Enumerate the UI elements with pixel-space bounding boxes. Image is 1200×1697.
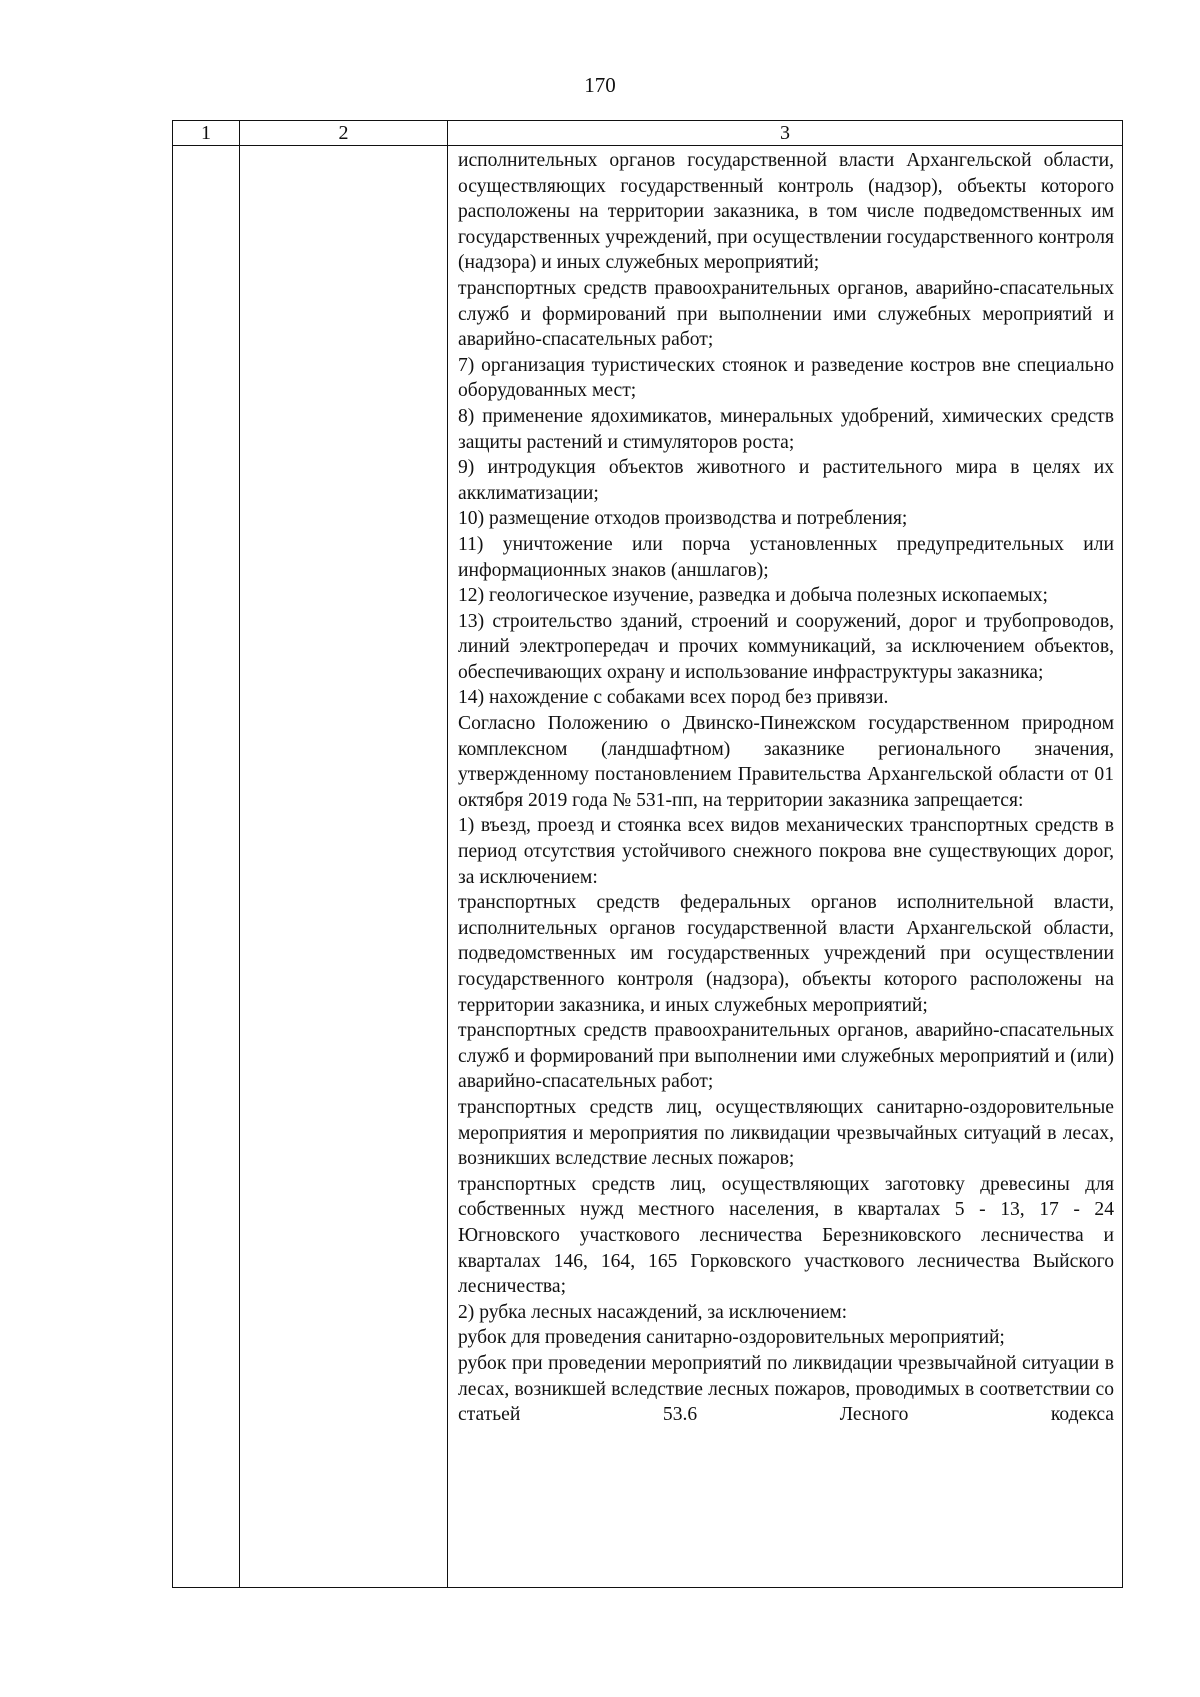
column-3-text (448, 146, 1122, 1428)
column-1-cell (173, 146, 240, 1588)
paragraph: 11) уничтожение или порча установленных предупредительных или информационных знаков (аншлагов); (458, 533, 1114, 581)
paragraph: 9) интродукция объектов животного и растительного мира в целях их акклиматизации; (458, 457, 1114, 504)
paragraph: 12) геологическое изучение, разведка и добыча полезных ископаемых; (458, 585, 1048, 607)
paragraph: транспортных средств правоохранительных органов, аварийно-спасательных служб и формирований при выполнении ими служебных мероприятий и аварийно-спасательных работ; (458, 277, 1114, 351)
paragraph: транспортных средств лиц, осуществляющих заготовку древесины для собственных нужд местного населения, в кварталах 5 - 13, 17 - 24 Югновского участкового лесничества Березниковского лесничества и кварталах 146, 164, 165 Горковского участкового лесничества Выйского лесничества; (458, 1173, 1114, 1298)
paragraph: Согласно Положению о Двинско-Пинежском государственном природном комплексном (ландшафтном) заказнике регионального значения, утвержденному постановлением Правительства Архангельской области от 01 октября 2019 года № 531-пп, на территории заказника запрещается: (458, 713, 1114, 811)
column-3-cell (448, 146, 1123, 1588)
paragraph: транспортных средств лиц, осуществляющих санитарно-оздоровительные мероприятия и мероприятия по ликвидации чрезвычайных ситуаций в лесах, возникших вследствие лесных пожаров; (458, 1096, 1114, 1170)
paragraph: рубок при проведении мероприятий по ликвидации чрезвычайной ситуации в лесах, возникшей вследствие лесных пожаров, проводимых в соответствии со статьей 53.6 Лесного кодекса (458, 1352, 1114, 1426)
paragraph: рубок для проведения санитарно-оздоровительных мероприятий; (458, 1327, 1005, 1349)
table-body-row (173, 146, 1123, 1588)
paragraph: исполнительных органов государственной власти Архангельской области, осуществляющих государственный контроль (надзор), объекты которого расположены на территории заказника, в том числе подведомственных им государственных учреждений, при осуществлении государственного контроля (надзора) и иных служебных мероприятий; (458, 150, 1114, 274)
column-header-1: 1 (173, 121, 240, 146)
paragraph: транспортных средств правоохранительных органов, аварийно-спасательных служб и формирований при выполнении ими служебных мероприятий и (или) аварийно-спасательных работ; (458, 1020, 1114, 1093)
paragraph: 8) применение ядохимикатов, минеральных удобрений, химических средств защиты растений и стимуляторов роста; (458, 405, 1114, 453)
paragraph: 7) организация туристических стоянок и разведение костров вне специально оборудованных мест; (458, 354, 1114, 402)
paragraph: 10) размещение отходов производства и потребления; (458, 508, 908, 530)
paragraph: 1) въезд, проезд и стоянка всех видов механических транспортных средств в период отсутствия устойчивого снежного покрова вне существующих дорог, за исключением: (458, 815, 1114, 888)
paragraph: 13) строительство зданий, строений и сооружений, дорог и трубопроводов, линий электропередач и прочих коммуникаций, за исключением объектов, обеспечивающих охрану и использование инфраструктуры заказника; (458, 610, 1114, 683)
page-number: 170 (584, 73, 616, 97)
column-header-3: 3 (448, 121, 1123, 146)
paragraph: транспортных средств федеральных органов исполнительной власти, исполнительных органов государственной власти Архангельской области, подведомственных им государственных учреждений при осуществлении государственного контроля (надзора), объекты которого расположены на территории заказника, и иных служебных мероприятий; (458, 892, 1114, 1016)
column-header-2: 2 (240, 121, 448, 146)
document-table (172, 120, 1123, 1588)
paragraph: 14) нахождение с собаками всех пород без привязи. (458, 687, 889, 709)
table-header-row (173, 121, 1123, 146)
column-2-cell (240, 146, 448, 1588)
paragraph: 2) рубка лесных насаждений, за исключением: (458, 1301, 848, 1323)
